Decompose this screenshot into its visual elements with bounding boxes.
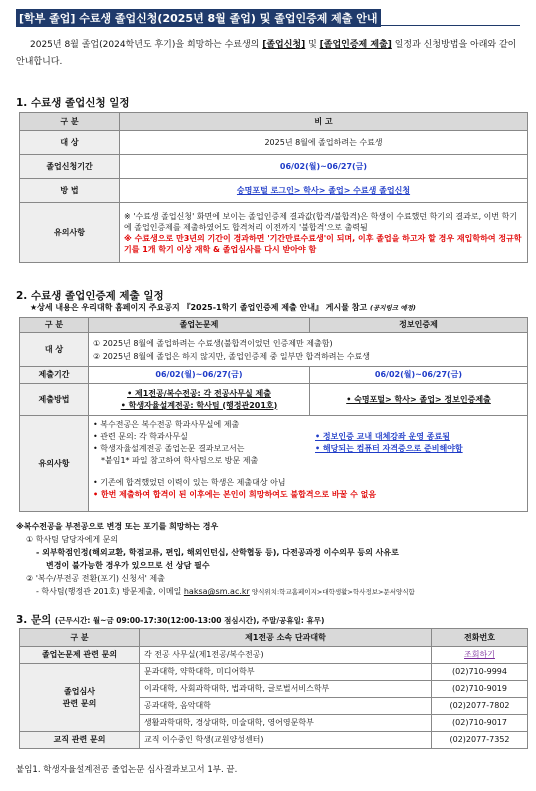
caution-thesis-2: • 관련 문의: 각 학과사무실 <box>93 432 188 441</box>
minor-change-title: ※복수전공을 부전공으로 변경 또는 포기를 희망하는 경우 <box>16 522 219 531</box>
intro-and: 및 <box>305 40 320 50</box>
thesis-contact-office: 각 전공 사무실(제1전공/복수전공) <box>140 647 432 664</box>
caution-label: 유의사항 <box>20 203 120 263</box>
college-group-2: 이과대학, 사회과학대학, 법과대학, 글로벌서비스학부 <box>140 681 432 698</box>
attachment-note: 붙임1. 학생자율설계전공 졸업논문 심사결과보고서 1부. 끝. <box>16 765 238 775</box>
caution-label: 유의사항 <box>20 416 89 512</box>
phone-2: (02)710-9019 <box>432 681 528 698</box>
contact-table <box>19 628 528 749</box>
intro-paragraph <box>16 37 524 71</box>
section-3-heading <box>16 612 324 627</box>
method-label: 제출방법 <box>20 384 89 416</box>
teaching-contact-office: 교직 이수중인 학생(교원양성센터) <box>140 732 432 749</box>
caution-common-1: • 기존에 합격했었던 이력이 있는 학생은 제출대상 아님 <box>93 478 286 487</box>
thesis-period: 06/02(월)~06/27(금) <box>89 367 310 384</box>
caution-thesis-4: *붙임1* 파일 참고하여 학사팀으로 방문 제출 <box>101 456 259 465</box>
target-label: 대 상 <box>20 333 89 367</box>
portal-info-cert-link[interactable]: • 숙명포털> 학사> 졸업> 정보인증제출 <box>346 394 491 404</box>
graduation-application-table <box>19 112 528 263</box>
notice-tag: (공지링크 예정) <box>370 304 416 312</box>
method-label: 방 법 <box>20 179 120 203</box>
info-cert-period: 06/02(월)~06/27(금) <box>310 367 528 384</box>
caution-note-2: ※ 수료생으로 만3년의 기간이 경과하면 '기간만료수료생'이 되며, 이후 졸업을 하고자 할 경우 재입학하여 정규학기를 1개 학기 이상 재학 & 졸업심사를 다시 받아야 함 <box>124 233 522 254</box>
minor-step-1-detail: - 외부학점인정(해외교환, 학점교류, 편입, 해외인턴십, 산학협동 등), 다전공과정 이수의무 등의 사유로 <box>36 548 399 557</box>
caution-info-cert-2: • 해당되는 컴퓨터 자격증으로 준비해야함 <box>315 444 463 453</box>
intro-text-1: 2025년 8월 졸업(2024학년도 후기)을 희망하는 수료생의 <box>30 40 263 50</box>
notice-reference <box>30 302 416 314</box>
target-value: 2025년 8월에 졸업하려는 수료생 <box>120 131 528 155</box>
method-academic-team: • 학생자율설계전공: 학사팀 (행정관201호) <box>120 400 278 410</box>
application-period: 06/02(월)~06/27(금) <box>120 155 528 179</box>
title-divider <box>16 25 520 26</box>
period-label: 제출기간 <box>20 367 89 384</box>
portal-application-link[interactable]: 숭명포털 로그인> 학사> 졸업> 수료생 졸업신청 <box>236 185 411 195</box>
review-contact-label <box>20 664 140 732</box>
col-info-cert: 정보인증제 <box>310 318 528 333</box>
minor-step-1: ① 학사팀 담당자에게 문의 <box>26 535 119 544</box>
target-1: ① 2025년 8월에 졸업하려는 수료생(불합격이었던 인증제만 제출함) <box>93 338 333 348</box>
phone-1: (02)710-9994 <box>432 664 528 681</box>
college-group-1: 문과대학, 약학대학, 미디어학부 <box>140 664 432 681</box>
caution-thesis-3: • 학생자율설계전공 졸업논문 결과보고서는 <box>93 444 245 453</box>
minor-step-2: ② '복수/부전공 전환(포기) 신청서' 제출 <box>26 574 165 583</box>
target-label: 대 상 <box>20 131 120 155</box>
lookup-link[interactable]: 조회하기 <box>464 650 495 659</box>
col-category: 구 분 <box>20 629 140 647</box>
page-title: [학부 졸업] 수료생 졸업신청(2025년 8월 졸업) 및 졸업인증제 제출 안내 <box>16 9 381 27</box>
review-contact-label-2: 관련 문의 <box>62 698 97 708</box>
college-group-3: 공과대학, 음악대학 <box>140 698 432 715</box>
college-group-4: 생활과학대학, 경상대학, 미술대학, 영어영문학부 <box>140 715 432 732</box>
caution-note-1: ※ '수료생 졸업신청' 화면에 보이는 졸업인증제 결과값(합격/불합격)은 학생이 수료했던 학기의 결과로, 이번 학기에 졸업인증제를 제출하였어도 합격처리 이전까지 '불합격'으로 출력됨 <box>124 211 518 232</box>
col-college: 제1전공 소속 단과대학 <box>140 629 432 647</box>
certification-submission-table <box>19 317 528 512</box>
review-contact-label-1: 졸업심사 <box>64 686 95 696</box>
section-1-heading: 1. 수료생 졸업신청 일정 <box>16 97 130 109</box>
intro-text-2: 일정과 신청방법을 아래와 같이 안내합니다. <box>16 40 517 67</box>
col-thesis: 졸업논문제 <box>89 318 310 333</box>
teaching-contact-label: 교직 관련 문의 <box>20 732 140 749</box>
office-hours: (근무시간: 월~금 09:00-17:30(12:00-13:00 점심시간), 주말/공휴일: 휴무) <box>54 616 325 625</box>
section-3-title: 3. 문의 <box>16 614 52 626</box>
caution-thesis-1: • 복수전공은 복수전공 학과사무실에 제출 <box>93 420 240 429</box>
minor-submit-text: - 학사팀(행정관 201호) 방문제출, 이메일 <box>36 587 184 596</box>
minor-step-2-detail <box>36 586 415 598</box>
col-category: 구 분 <box>20 318 89 333</box>
minor-step-1-detail-2: 변경이 불가능한 경우가 있으므로 선 상담 필수 <box>46 561 210 570</box>
phone-4: (02)710-9017 <box>432 715 528 732</box>
caution-info-cert-1: • 정보인증 교내 대체강좌 운영 종료됨 <box>315 432 450 441</box>
haksa-email-link[interactable]: haksa@sm.ac.kr <box>183 587 250 596</box>
section-2-heading: 2. 수료생 졸업인증제 제출 일정 <box>16 290 164 302</box>
intro-keyword-apply: [졸업신청] <box>262 40 306 50</box>
col-category: 구 분 <box>20 113 120 131</box>
method-major-office: • 제1전공/복수전공: 각 전공사무실 제출 <box>127 388 271 398</box>
form-location: 양식위치:학교홈페이지>대학생활>학사정보>문서양식함 <box>249 588 415 596</box>
thesis-contact-label: 졸업논문제 관련 문의 <box>20 647 140 664</box>
col-note: 비 고 <box>120 113 528 131</box>
period-label: 졸업신청기간 <box>20 155 120 179</box>
target-2: ② 2025년 8월에 졸업은 하지 않지만, 졸업인증제 중 일부만 합격하려는 수료생 <box>93 351 370 361</box>
caution-common-2: • 한번 제출하여 합격이 된 이후에는 본인이 희망하여도 불합격으로 바꿀 수 없음 <box>93 490 377 499</box>
phone-3: (02)2077-7802 <box>432 698 528 715</box>
teaching-phone: (02)2077-7352 <box>432 732 528 749</box>
col-phone: 전화번호 <box>432 629 528 647</box>
notice-text: ★상세 내용은 우리대학 홈페이지 주요공지 『2025-1학기 졸업인증제 제출 안내』 게시물 참고 <box>30 303 368 312</box>
intro-keyword-submit: [졸업인증제 제출] <box>319 40 392 50</box>
